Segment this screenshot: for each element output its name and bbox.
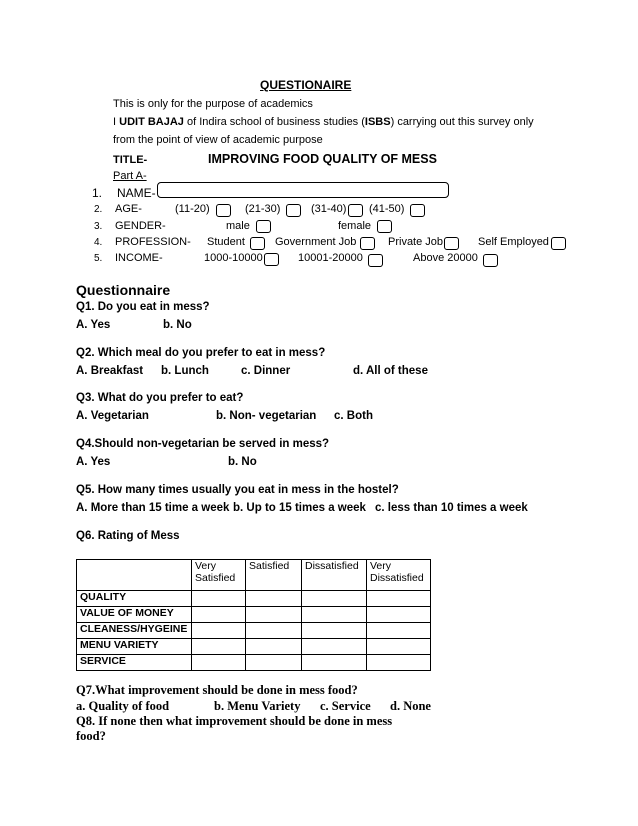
age-option-3: (31-40) bbox=[311, 203, 347, 215]
q8-question-line-1: Q8. If none then what improvement should be done in mess bbox=[76, 714, 393, 728]
rating-header-row bbox=[77, 560, 431, 591]
gender-label: GENDER- bbox=[115, 220, 166, 232]
profession-checkbox-private[interactable] bbox=[444, 237, 459, 250]
rating-cell[interactable] bbox=[302, 607, 367, 623]
title-label: TITLE- bbox=[113, 154, 148, 166]
q3-option-c: c. Both bbox=[334, 410, 373, 422]
age-checkbox-3[interactable] bbox=[348, 204, 363, 217]
table-row bbox=[77, 623, 431, 639]
q1-question: Q1. Do you eat in mess? bbox=[76, 301, 210, 313]
intro-prefix: I bbox=[113, 116, 120, 128]
rating-cell[interactable] bbox=[302, 591, 367, 607]
age-num: 2. bbox=[94, 204, 103, 215]
rating-table bbox=[76, 559, 431, 671]
gender-option-male: male bbox=[226, 220, 250, 232]
age-checkbox-4[interactable] bbox=[410, 204, 425, 217]
rating-cell[interactable] bbox=[302, 639, 367, 655]
q7-option-b: b. Menu Variety bbox=[214, 699, 301, 713]
rating-row-label: QUALITY bbox=[77, 591, 192, 607]
q6-question: Q6. Rating of Mess bbox=[76, 530, 180, 542]
rating-cell[interactable] bbox=[367, 591, 431, 607]
rating-cell[interactable] bbox=[367, 655, 431, 671]
rating-cell[interactable] bbox=[246, 591, 302, 607]
profession-option-private: Private Job bbox=[388, 236, 444, 248]
name-field[interactable] bbox=[157, 182, 449, 198]
rating-row-label: SERVICE bbox=[77, 655, 192, 671]
rating-cell[interactable] bbox=[192, 655, 246, 671]
rating-cell[interactable] bbox=[192, 623, 246, 639]
age-option-1: (11-20) bbox=[175, 203, 210, 215]
intro-suffix: ) carrying out this survey only bbox=[390, 116, 534, 128]
rating-cell[interactable] bbox=[192, 607, 246, 623]
q5-question: Q5. How many times usually you eat in mess in the hostel? bbox=[76, 484, 399, 496]
rating-cell[interactable] bbox=[192, 639, 246, 655]
table-row bbox=[77, 591, 431, 607]
rating-cell[interactable] bbox=[302, 655, 367, 671]
gender-option-female: female bbox=[338, 220, 372, 232]
rating-row-label: CLEANESS/HYGEINE bbox=[77, 623, 192, 639]
gender-num: 3. bbox=[94, 221, 103, 232]
name-num: 1. bbox=[92, 186, 103, 200]
q2-option-b: b. Lunch bbox=[161, 365, 209, 377]
age-checkbox-2[interactable] bbox=[286, 204, 301, 217]
q5-option-a: A. More than 15 time a week bbox=[76, 502, 230, 514]
gender-checkbox-male[interactable] bbox=[256, 220, 271, 233]
q2-option-d: d. All of these bbox=[353, 365, 428, 377]
rating-cell[interactable] bbox=[246, 655, 302, 671]
q7-option-c: c. Service bbox=[320, 699, 371, 713]
q5-option-b: b. Up to 15 times a week bbox=[233, 502, 366, 514]
income-checkbox-2[interactable] bbox=[368, 254, 383, 267]
q4-question: Q4.Should non-vegetarian be served in mess? bbox=[76, 438, 330, 450]
income-num: 5. bbox=[94, 253, 103, 264]
profession-label: PROFESSION- bbox=[115, 236, 191, 248]
rating-cell[interactable] bbox=[192, 591, 246, 607]
author-name: UDIT BAJAJ bbox=[119, 116, 184, 128]
questionnaire-heading: Questionnaire bbox=[76, 282, 171, 298]
age-label: AGE- bbox=[115, 203, 142, 215]
rating-cell[interactable] bbox=[367, 639, 431, 655]
q1-option-a: A. Yes bbox=[76, 319, 111, 331]
name-label: NAME- bbox=[117, 186, 156, 200]
q1-option-b: b. No bbox=[163, 319, 192, 331]
rating-cell[interactable] bbox=[302, 623, 367, 639]
rating-col-very-dissatisfied: Very Dissatisfied bbox=[367, 560, 431, 591]
profession-checkbox-self-employed[interactable] bbox=[551, 237, 566, 250]
age-option-2: (21-30) bbox=[245, 203, 281, 215]
rating-row-label: VALUE OF MONEY bbox=[77, 607, 192, 623]
age-option-4: (41-50) bbox=[369, 203, 405, 215]
table-row bbox=[77, 639, 431, 655]
q4-option-a: A. Yes bbox=[76, 456, 111, 468]
profession-num: 4. bbox=[94, 237, 103, 248]
q4-option-b: b. No bbox=[228, 456, 257, 468]
age-checkbox-1[interactable] bbox=[216, 204, 231, 217]
rating-cell[interactable] bbox=[246, 623, 302, 639]
profession-checkbox-student[interactable] bbox=[250, 237, 265, 250]
q3-option-b: b. Non- vegetarian bbox=[216, 410, 317, 422]
page-title: QUESTIONAIRE bbox=[260, 78, 352, 92]
q2-question: Q2. Which meal do you prefer to eat in mess? bbox=[76, 347, 326, 359]
rating-cell[interactable] bbox=[246, 639, 302, 655]
intro-mid: of Indira school of business studies ( bbox=[183, 116, 365, 128]
profession-checkbox-government[interactable] bbox=[360, 237, 375, 250]
rating-cell[interactable] bbox=[246, 607, 302, 623]
q5-option-c: c. less than 10 times a week bbox=[375, 502, 528, 514]
part-a-label: Part A- bbox=[113, 170, 147, 182]
income-label: INCOME- bbox=[115, 252, 163, 264]
income-option-3: Above 20000 bbox=[413, 252, 478, 264]
income-option-2: 10001-20000 bbox=[298, 252, 363, 264]
income-checkbox-3[interactable] bbox=[483, 254, 498, 267]
income-option-1: 1000-10000 bbox=[204, 252, 263, 264]
table-row bbox=[77, 655, 431, 671]
rating-col-dissatisfied: Dissatisfied bbox=[302, 560, 367, 591]
profession-option-self-employed: Self Employed bbox=[478, 236, 549, 248]
rating-header-empty bbox=[77, 560, 192, 591]
q8-question-line-2: food? bbox=[76, 729, 106, 743]
income-checkbox-1[interactable] bbox=[264, 253, 279, 266]
profession-option-government: Government Job bbox=[275, 236, 357, 248]
rating-col-satisfied: Satisfied bbox=[246, 560, 302, 591]
q2-option-a: A. Breakfast bbox=[76, 365, 144, 377]
intro-line-3: from the point of view of academic purpose bbox=[113, 134, 323, 146]
survey-title: IMPROVING FOOD QUALITY OF MESS bbox=[208, 152, 437, 166]
table-row bbox=[77, 607, 431, 623]
intro-line-2 bbox=[113, 116, 534, 128]
gender-checkbox-female[interactable] bbox=[377, 220, 392, 233]
rating-row-label: MENU VARIETY bbox=[77, 639, 192, 655]
q7-option-a: a. Quality of food bbox=[76, 699, 170, 713]
q2-option-c: c. Dinner bbox=[241, 365, 291, 377]
q3-question: Q3. What do you prefer to eat? bbox=[76, 392, 244, 404]
q7-option-d: d. None bbox=[390, 699, 431, 713]
rating-col-very-satisfied: Very Satisfied bbox=[192, 560, 246, 591]
q7-question: Q7.What improvement should be done in mess food? bbox=[76, 683, 358, 697]
rating-cell[interactable] bbox=[367, 623, 431, 639]
org-name: ISBS bbox=[364, 116, 391, 128]
q3-option-a: A. Vegetarian bbox=[76, 410, 149, 422]
profession-option-student: Student bbox=[207, 236, 245, 248]
intro-line-1: This is only for the purpose of academics bbox=[113, 98, 313, 110]
rating-cell[interactable] bbox=[367, 607, 431, 623]
